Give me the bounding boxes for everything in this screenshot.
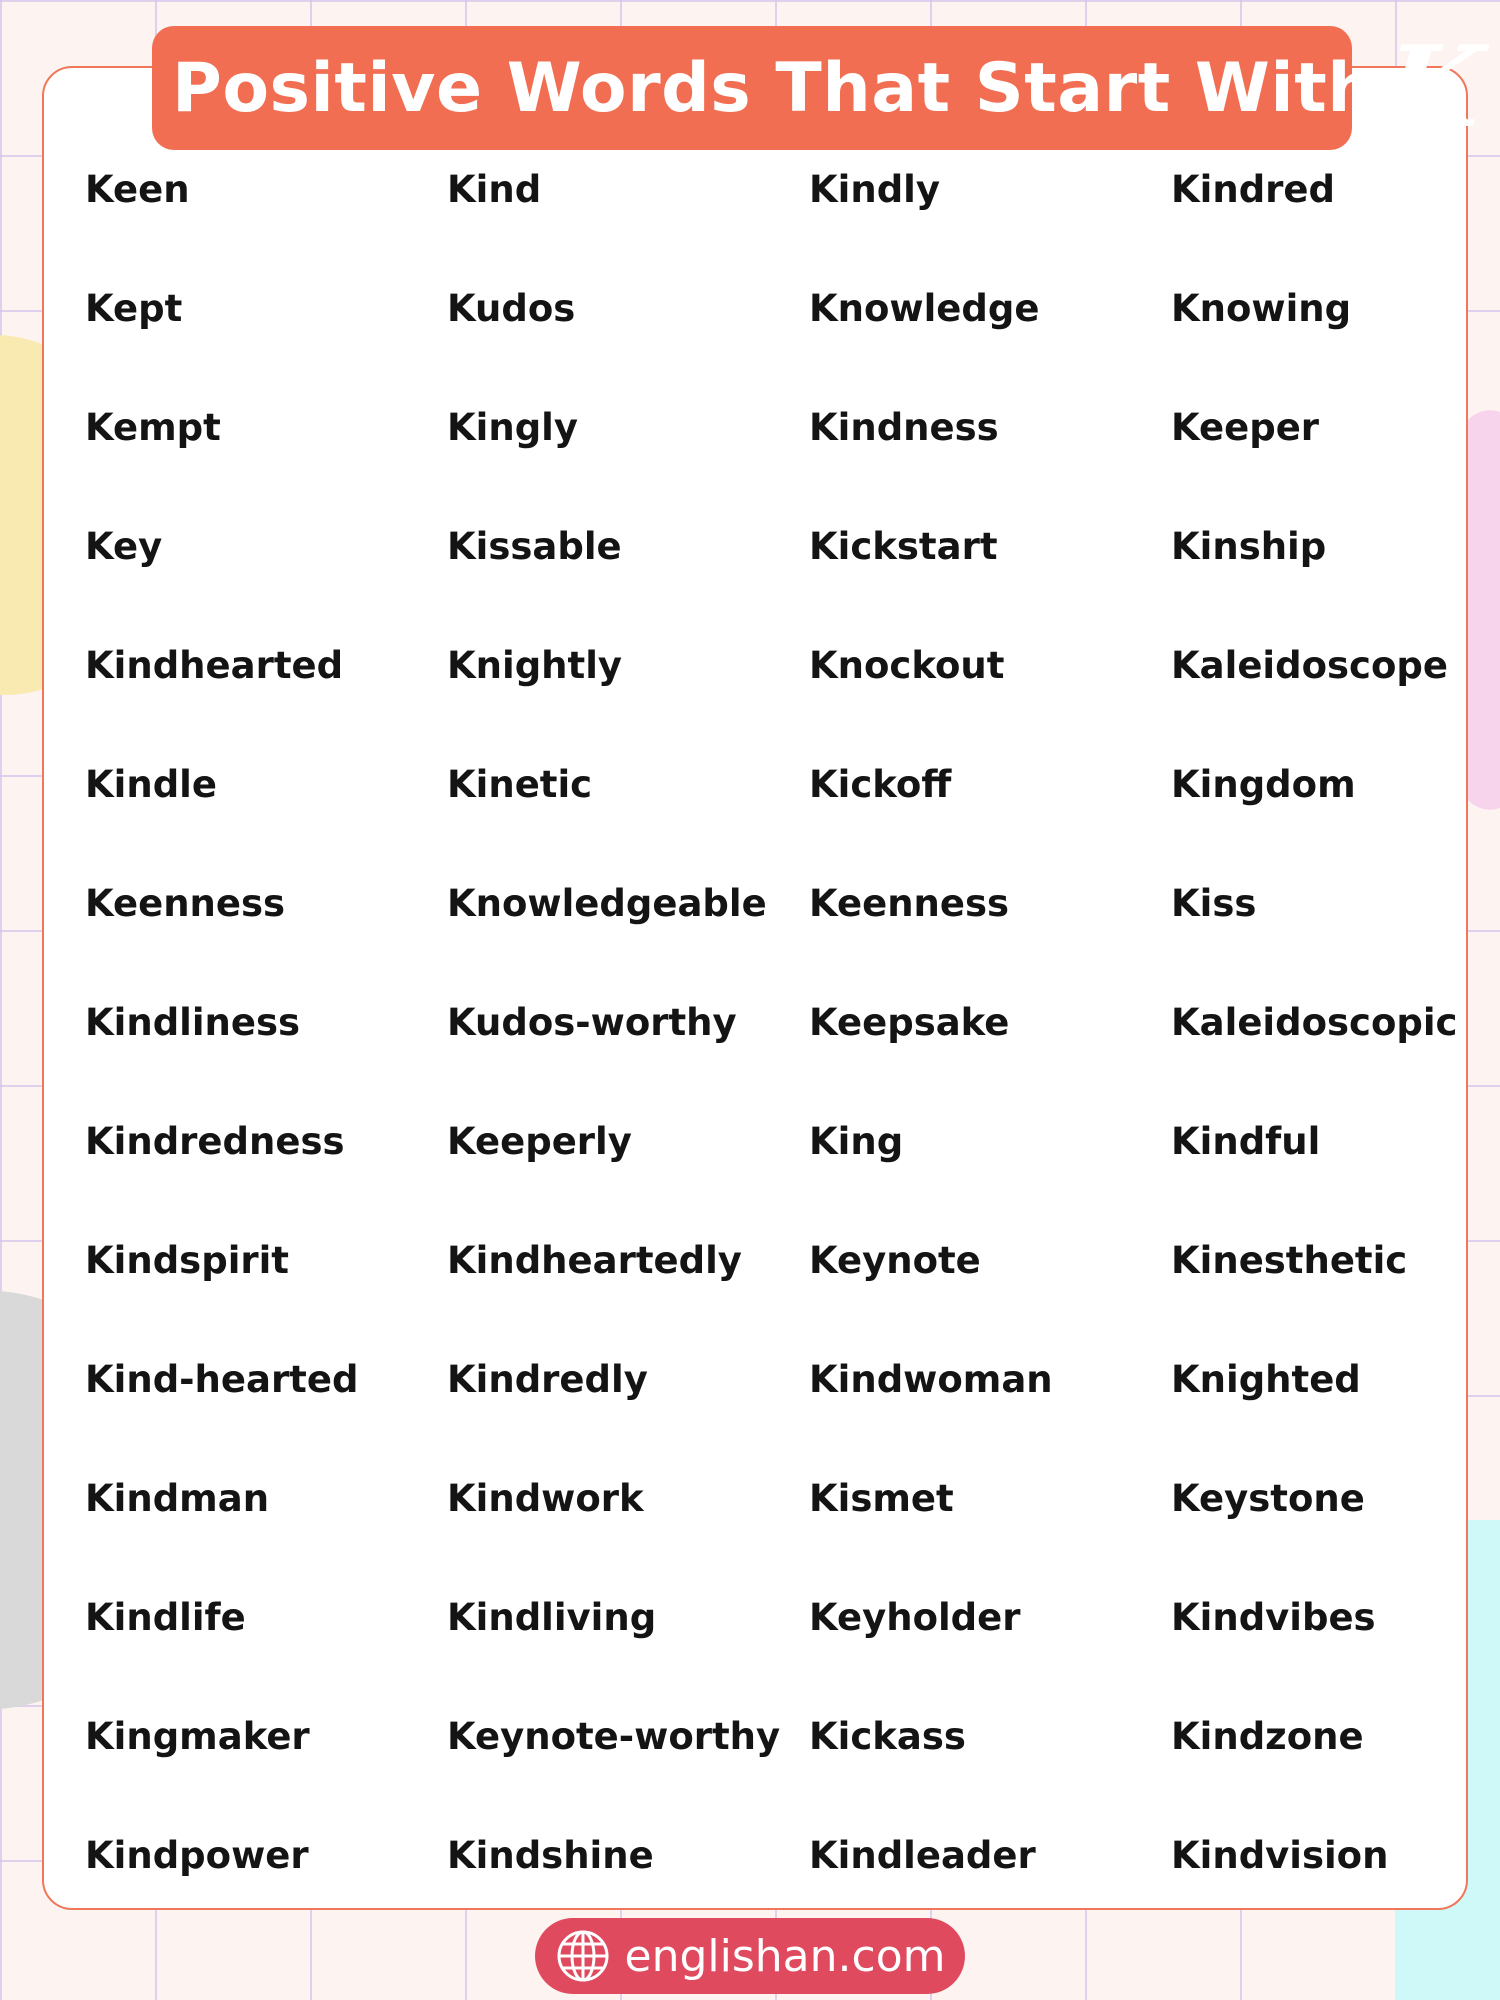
word-item: Kingmaker	[85, 1715, 310, 1758]
word-item: Keynote	[809, 1239, 981, 1282]
word-item: Knockout	[809, 644, 1005, 687]
word-item: Kinship	[1171, 525, 1327, 568]
word-item: Keepsake	[809, 1001, 1010, 1044]
word-item: Kindspirit	[85, 1239, 289, 1282]
word-item: Key	[85, 525, 163, 568]
word-item: Keyholder	[809, 1596, 1021, 1639]
word-item: Kindredly	[447, 1358, 648, 1401]
word-item: Kindheartedly	[447, 1239, 742, 1282]
word-item: Kindliving	[447, 1596, 657, 1639]
word-item: Kempt	[85, 406, 221, 449]
word-item: Keynote-worthy	[447, 1715, 781, 1758]
word-item: Keenness	[85, 882, 286, 925]
word-item: Kindly	[809, 168, 940, 211]
word-item: Kaleidoscopic	[1171, 1001, 1458, 1044]
word-item: Knighted	[1171, 1358, 1361, 1401]
word-item: Kindredness	[85, 1120, 345, 1163]
word-item: Kindred	[1171, 168, 1336, 211]
word-item: Kindpower	[85, 1834, 309, 1877]
word-item: Kinesthetic	[1171, 1239, 1408, 1282]
word-item: Kiss	[1171, 882, 1257, 925]
word-item: Kindwoman	[809, 1358, 1053, 1401]
globe-icon	[555, 1928, 611, 1984]
title-banner	[152, 22, 1489, 153]
word-item: Kindhearted	[85, 644, 344, 687]
word-item: Kindleader	[809, 1834, 1036, 1877]
word-item: Kindness	[809, 406, 999, 449]
word-item: Kindwork	[447, 1477, 644, 1520]
website-badge[interactable]	[535, 1918, 965, 1994]
word-item: Kismet	[809, 1477, 954, 1520]
page-title: Positive Words That Start With	[172, 48, 1377, 128]
word-item: Kindshine	[447, 1834, 654, 1877]
website-url: englishan.com	[624, 1930, 946, 1982]
word-item: Kaleidoscope	[1171, 644, 1448, 687]
word-item: Knowledge	[809, 287, 1040, 330]
title-letter: K	[1377, 22, 1489, 153]
word-item: Keystone	[1171, 1477, 1365, 1520]
word-item: Kindvibes	[1171, 1596, 1376, 1639]
word-item: Knowing	[1171, 287, 1352, 330]
word-item: Kingly	[447, 406, 578, 449]
word-item: Knightly	[447, 644, 623, 687]
word-item: Kind-hearted	[85, 1358, 359, 1401]
word-item: Kickass	[809, 1715, 966, 1758]
word-item: Knowledgeable	[447, 882, 767, 925]
word-item: Kickoff	[809, 763, 952, 806]
word-item: Kudos	[447, 287, 576, 330]
word-item: Kept	[85, 287, 183, 330]
word-item: Kindzone	[1171, 1715, 1364, 1758]
word-item: Kind	[447, 168, 542, 211]
word-item: Kindliness	[85, 1001, 301, 1044]
word-item: Kudos-worthy	[447, 1001, 737, 1044]
word-grid	[42, 130, 1468, 1915]
word-item: Kindful	[1171, 1120, 1321, 1163]
word-item: Kissable	[447, 525, 622, 568]
word-item: Kinetic	[447, 763, 593, 806]
word-item: Kindle	[85, 763, 217, 806]
word-item: Keenness	[809, 882, 1010, 925]
word-item: Keen	[85, 168, 190, 211]
word-item: King	[809, 1120, 904, 1163]
word-item: Kickstart	[809, 525, 998, 568]
word-item: Kindvision	[1171, 1834, 1389, 1877]
word-item: Keeper	[1171, 406, 1320, 449]
word-item: Keeperly	[447, 1120, 632, 1163]
word-item: Kingdom	[1171, 763, 1356, 806]
word-item: Kindman	[85, 1477, 270, 1520]
word-item: Kindlife	[85, 1596, 246, 1639]
